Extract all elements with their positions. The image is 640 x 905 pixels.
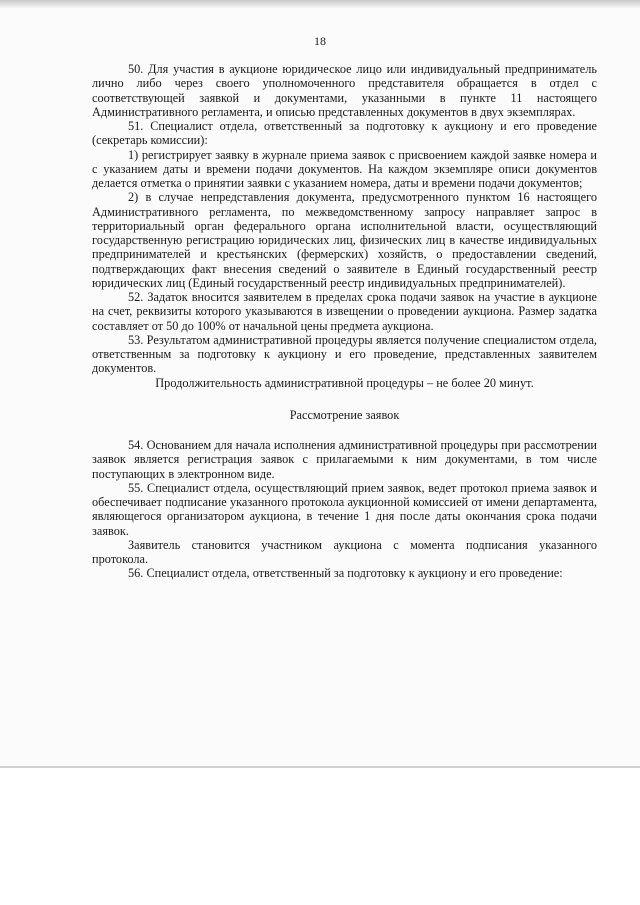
paragraph-51-item-1: 1) регистрирует заявку в журнале приема заявок с присвоением каждой заявке номера и с указанием даты и времени подачи документов. На каждом экземпляре описи документов делается отметка о принятии заявки с указанием номера, даты и времени подачи документов; [92, 147, 597, 190]
duration-note: Продолжительность административной процедуры – не более 20 минут. [155, 375, 534, 390]
paragraph-55-note: Заявитель становится участником аукциона с момента подписания указанного протокола. [92, 537, 597, 566]
paragraph-51-item-2: 2) в случае непредставления документа, предусмотренного пунктом 16 настоящего Административного регламента, по межведомственному запросу направляет запрос в территориальный орган федерального органа исполнительной власти, осуществляющий государственную регистрацию юридических лиц, физических лиц в качестве индивидуальных предпринимателей и крестьянских (фермерских) хозяйств, о предоставлении сведений, подтверждающих факт внесения сведений о заявителе в Единый государственный реестр юридических лиц (Единый государственный реестр индивидуальных предпринимателей). [92, 190, 597, 290]
paragraph-56: 56. Специалист отдела, ответственный за подготовку к аукциону и его проведение: [128, 566, 563, 581]
paragraph-54: 54. Основанием для начала исполнения административной процедуры при рассмотрении заявок является регистрация заявок с прилагаемыми к ним документами, в том числе поступающих в электронном виде. [92, 438, 597, 481]
section-heading: Рассмотрение заявок [289, 407, 400, 422]
scan-top-edge [0, 0, 640, 8]
document-body [92, 62, 597, 581]
paragraph-51: 51. Специалист отдела, ответственный за подготовку к аукциону и его проведение (секретарь комиссии): [92, 119, 597, 148]
page-number: 18 [314, 34, 326, 48]
blank-area [0, 768, 640, 905]
paragraph-53: 53. Результатом административной процедуры является получение специалистом отдела, ответственным за подготовку к аукциону и его проведение, представленных заявителем документов. [92, 332, 597, 376]
paragraph-55: 55. Специалист отдела, осуществляющий прием заявок, ведет протокол приема заявок и обеспечивает подписание указанного протокола аукционной комиссией от имени департамента, являющегося организатором аукциона, в течение 1 дня после даты окончания срока подачи заявок. [92, 480, 597, 538]
paragraph-50: 50. Для участия в аукционе юридическое лицо или индивидуальный предприниматель лично либо через своего уполномоченного представителя обращается в отдел с соответствующей заявкой и документами, указанными в пункте 11 настоящего Административного регламента, и описью представленных документов в двух экземплярах. [92, 62, 597, 119]
paragraph-52: 52. Задаток вносится заявителем в пределах срока подачи заявок на участие в аукционе на счет, реквизиты которого указываются в извещении о проведении аукциона. Размер задатка составляет от 50 до 100% от начальной цены предмета аукциона. [92, 290, 597, 333]
